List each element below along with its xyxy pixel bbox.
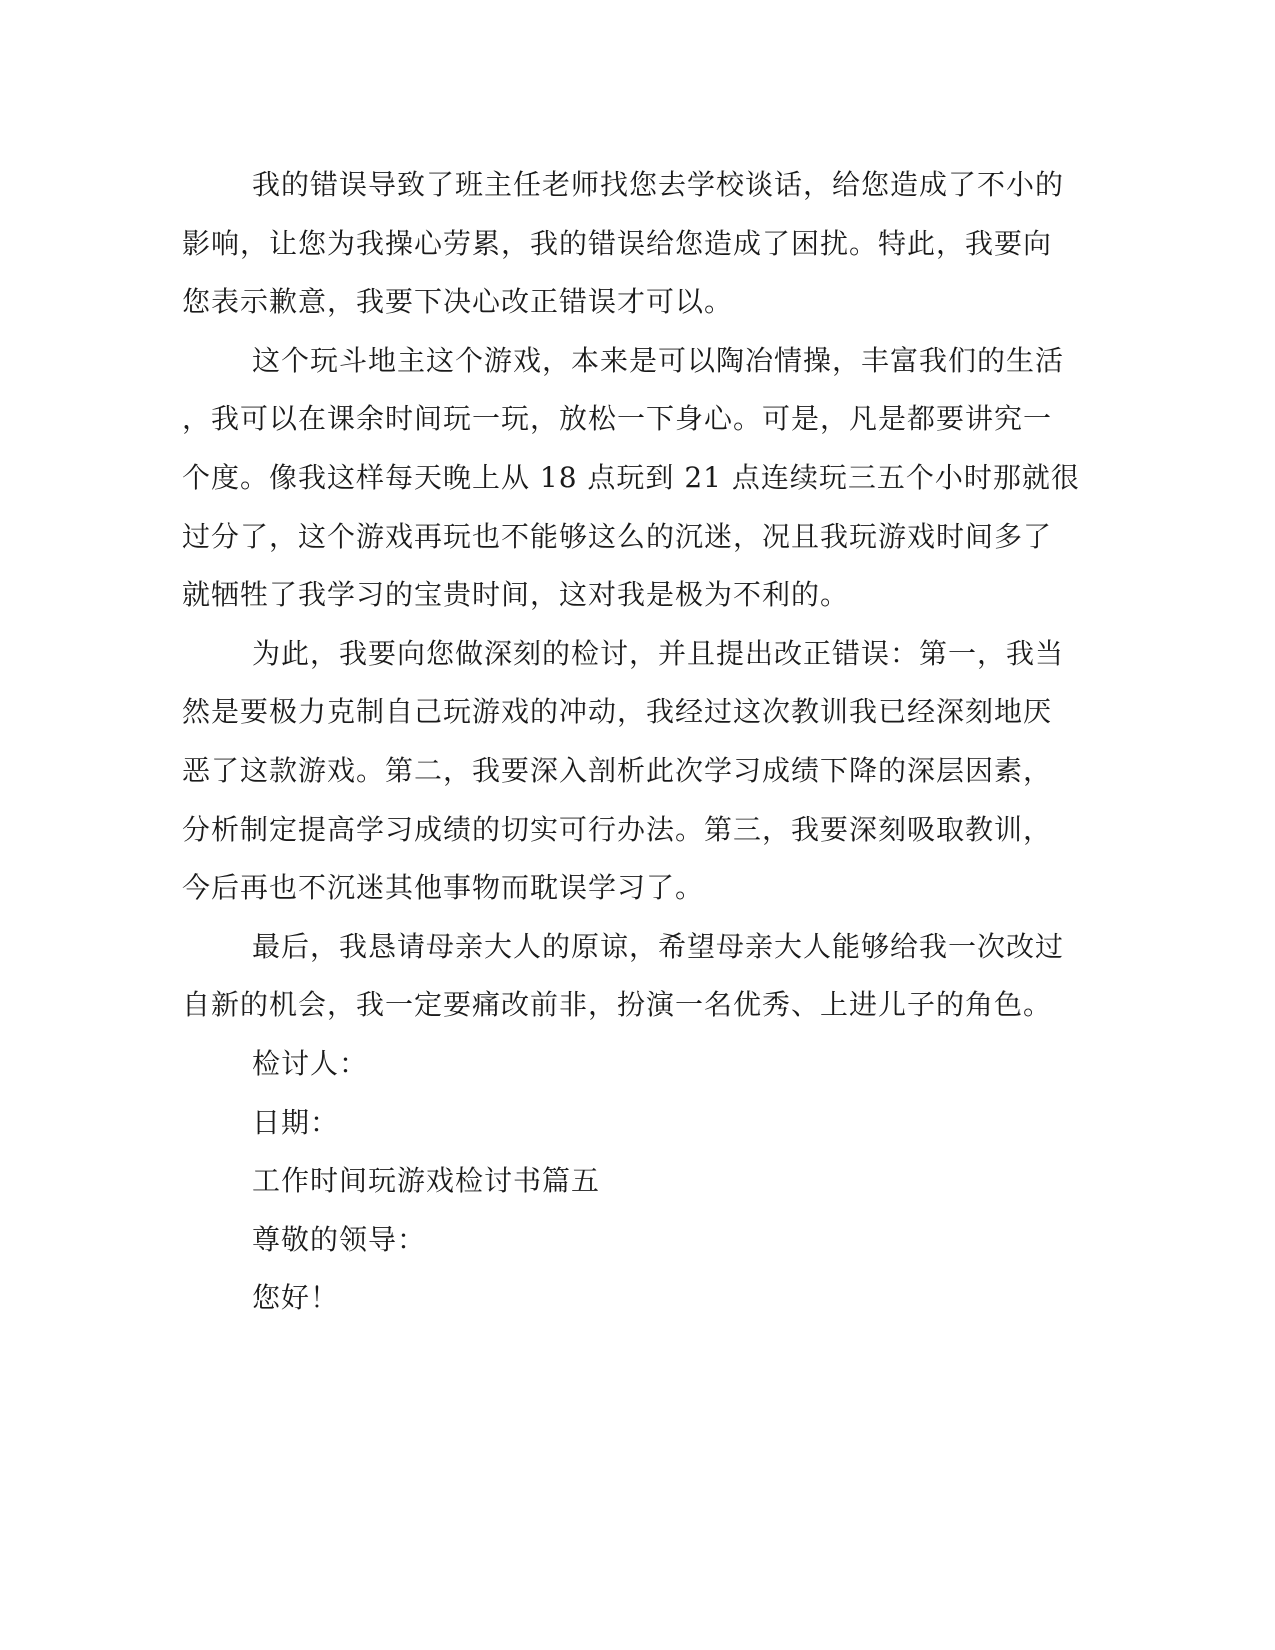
text-line: 您表示歉意，我要下决心改正错误才可以。 (182, 285, 734, 319)
text-line: 最后，我恳请母亲大人的原谅，希望母亲大人能够给我一次改过 (252, 929, 1065, 963)
document-body (182, 156, 1080, 1328)
text-line: ，我可以在课余时间玩一玩，放松一下身心。可是，凡是都要讲究一 (182, 402, 1053, 436)
salutation: 尊敬的领导： (252, 1222, 427, 1256)
paragraph-game-reflection (182, 332, 1080, 625)
text-line: 这个玩斗地主这个游戏，本来是可以陶冶情操，丰富我们的生活 (252, 343, 1065, 377)
text-line: 今后再也不沉迷其他事物而耽误学习了。 (182, 871, 705, 905)
text-line: 我的错误导致了班主任老师找您去学校谈话，给您造成了不小的 (252, 168, 1065, 201)
text-line: 为此，我要向您做深刻的检讨，并且提出改正错误：第一，我当 (252, 636, 1065, 670)
date-label: 日期： (252, 1105, 340, 1139)
paragraph-apology (182, 156, 1065, 332)
text-line: 分析制定提高学习成绩的切实可行办法。第三，我要深刻吸取教训， (182, 812, 1053, 846)
text-line: 然是要极力克制自己玩游戏的冲动，我经过这次教训我已经深刻地厌 (182, 695, 1053, 729)
next-section-title: 工作时间玩游戏检讨书篇五 (252, 1164, 601, 1198)
text-line: 过分了，这个游戏再玩也不能够这么的沉迷，况且我玩游戏时间多了 (182, 519, 1053, 553)
text-line: 自新的机会，我一定要痛改前非，扮演一名优秀、上进儿子的角色。 (182, 988, 1053, 1022)
text-line: 恶了这款游戏。第二，我要深入剖析此次学习成绩下降的深层因素， (182, 753, 1053, 787)
text-line: 影响，让您为我操心劳累，我的错误给您造成了困扰。特此，我要向 (182, 226, 1053, 260)
text-line: 个度。像我这样每天晚上从 18 点玩到 21 点连续玩三五个小时那就很 (182, 460, 1080, 494)
signature-label: 检讨人： (252, 1046, 369, 1080)
paragraph-closing (182, 918, 1065, 1035)
paragraph-corrections (182, 625, 1065, 918)
text-line: 就牺牲了我学习的宝贵时间，这对我是极为不利的。 (182, 578, 850, 612)
greeting: 您好！ (252, 1281, 340, 1315)
